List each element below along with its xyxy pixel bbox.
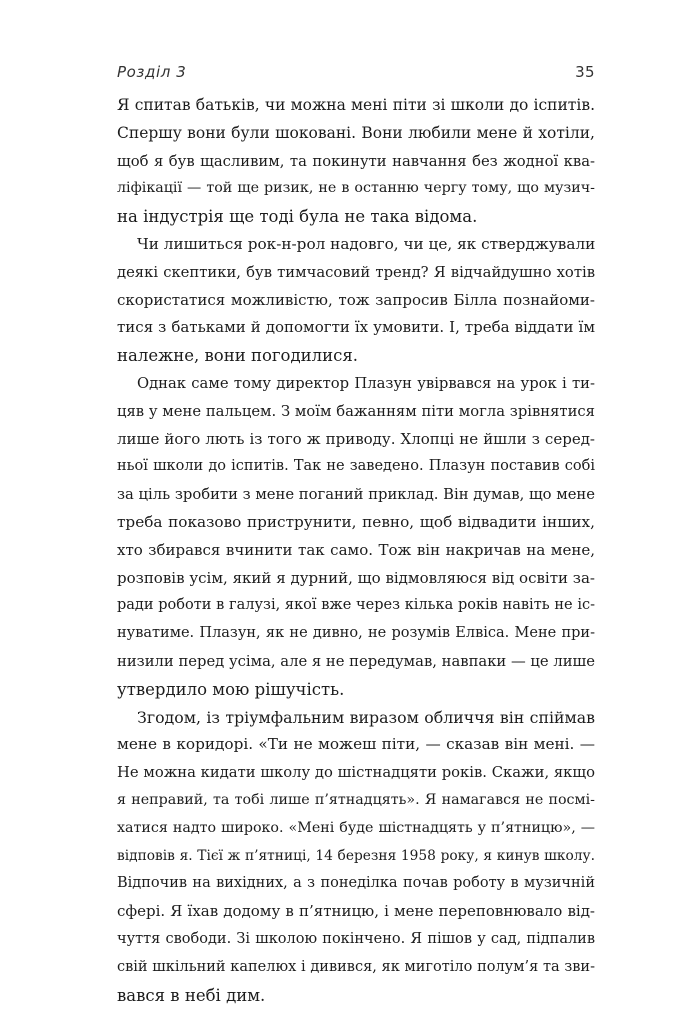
text-line: ради роботи в галузі, якої вже через кілька років навіть не іс- (117, 592, 595, 620)
text-line: чуття свободи. Зі школою покінчено. Я пішов у сад, підпалив (117, 926, 595, 954)
text-line: належне, вони погодилися. (117, 342, 595, 370)
text-line: щоб я був щасливим, та покинути навчання без жодної ква- (117, 148, 595, 176)
text-line: Однак саме тому директор Плазун увірвався на урок і ти- (117, 370, 595, 398)
text-line: Спершу вони були шоковані. Вони любили мене й хотіли, (117, 120, 595, 148)
text-line: утвердило мою рішучість. (117, 676, 595, 704)
text-line: мене в коридорі. «Ти не можеш піти, — сказав він мені. — (117, 731, 595, 759)
text-line: вався в небі дим. (117, 982, 595, 1009)
body-text (117, 92, 595, 1009)
text-line: нуватиме. Плазун, як не дивно, не розумів Елвіса. Мене при- (117, 620, 595, 648)
text-line: Згодом, із тріумфальним виразом обличчя він спіймав (117, 704, 595, 732)
text-line: я неправий, та тобі лише п’ятнадцять». Я намагався не посмі- (117, 787, 595, 815)
text-line: Чи лишиться рок-н-рол надовго, чи це, як стверджували (117, 231, 595, 259)
text-line: хатися надто широко. «Мені буде шістнадцять у п’ятницю», — (117, 815, 595, 843)
text-line: цяв у мене пальцем. З моїм бажанням піти могла зрівнятися (117, 398, 595, 426)
text-line: скористатися можливістю, тож запросив Білла познайоми- (117, 287, 595, 315)
text-line: на індустрія ще тоді була не така відома. (117, 203, 595, 231)
text-line: розповів усім, який я дурний, що відмовляюся від освіти за- (117, 565, 595, 593)
text-line: лише його лють із того ж приводу. Хлопці не йшли з серед- (117, 426, 595, 454)
text-line: хто збирався вчинити так само. Тож він накричав на мене, (117, 537, 595, 565)
text-line: ліфікації — той ще ризик, не в останню чергу тому, що музич- (117, 175, 595, 203)
text-line: Відпочив на вихідних, а з понеділка почав роботу в музичній (117, 870, 595, 898)
running-header (117, 63, 595, 87)
text-line: сфері. Я їхав додому в п’ятницю, і мене переповнювало від- (117, 898, 595, 926)
text-line: тися з батьками й допомогти їх умовити. І, треба віддати їм (117, 314, 595, 342)
text-line: Я спитав батьків, чи можна мені піти зі школи до іспитів. (117, 92, 595, 120)
text-line: свій шкільний капелюх і дивився, як миготіло полум’я та зви- (117, 954, 595, 982)
page-number: 35 (575, 63, 595, 81)
text-line: відповів я. Тієї ж п’ятниці, 14 березня 1958 року, я кинув школу. (117, 843, 595, 871)
text-line: за ціль зробити з мене поганий приклад. Він думав, що мене (117, 481, 595, 509)
text-line: низили перед усіма, але я не передумав, навпаки — це лише (117, 648, 595, 676)
text-line: ньої школи до іспитів. Так не заведено. Плазун поставив собі (117, 453, 595, 481)
text-line: Не можна кидати школу до шістнадцяти років. Скажи, якщо (117, 759, 595, 787)
text-line: треба показово приструнити, певно, щоб відвадити інших, (117, 509, 595, 537)
chapter-label: Розділ 3 (117, 63, 186, 81)
text-line: деякі скептики, був тимчасовий тренд? Я відчайдушно хотів (117, 259, 595, 287)
